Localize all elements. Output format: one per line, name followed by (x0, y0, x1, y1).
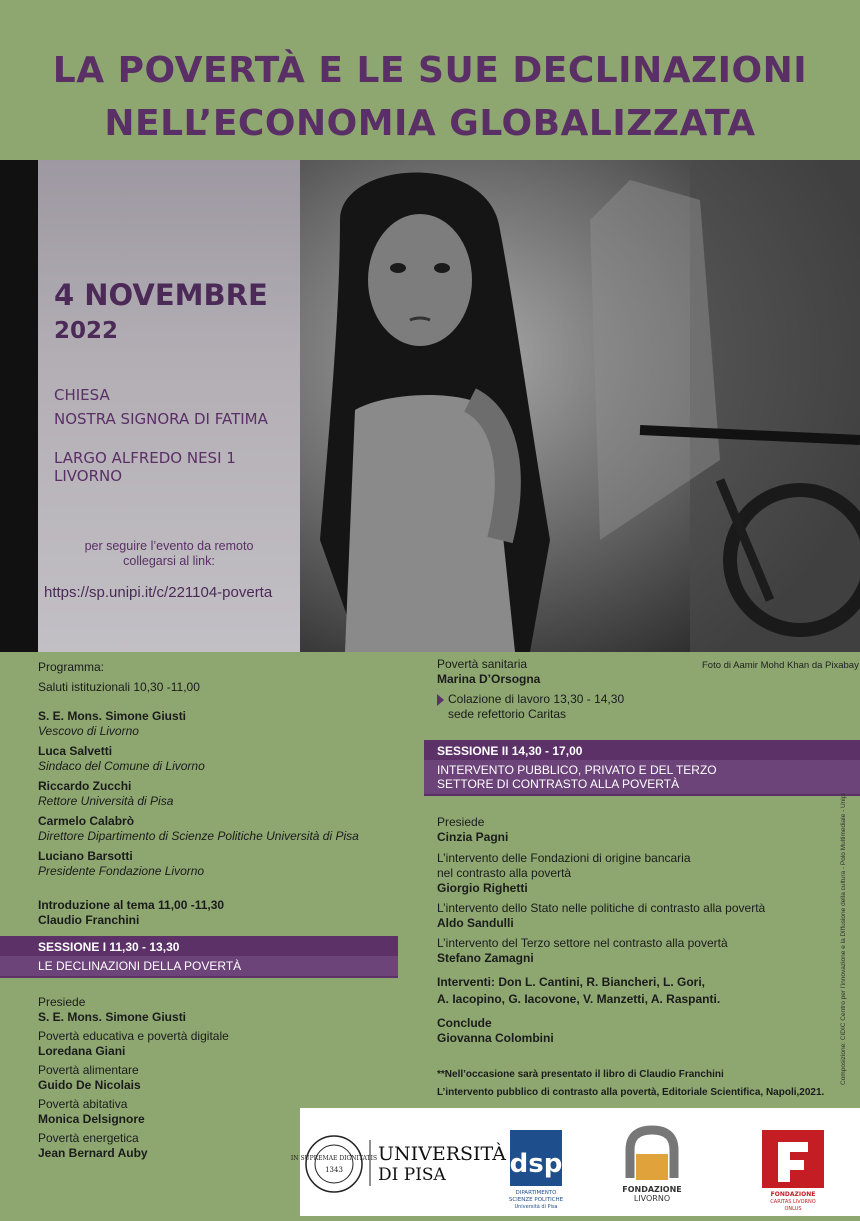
lunch-line-2: sede refettorio Caritas (448, 707, 567, 721)
session-2-details (437, 815, 837, 1046)
session-2-title-line-1: INTERVENTO PUBBLICO, PRIVATO E DEL TERZO (437, 763, 717, 777)
lunch-line-1 (437, 692, 697, 707)
topic: Povertà educativa e povertà digitale (38, 1029, 229, 1043)
venue-line-2: NOSTRA SIGNORA DI FATIMA (54, 410, 268, 428)
topic-speaker: Marina D’Orsogna (437, 672, 541, 686)
preside-label: Presiede (38, 995, 86, 1009)
session-1-title: LE DECLINAZIONI DELLA POVERTÀ (0, 956, 398, 976)
arrow-icon (437, 694, 444, 706)
topic: L’intervento delle Fondazioni di origine bancaria (437, 851, 691, 865)
dsp-name-1: DIPARTIMENTO (515, 1190, 557, 1196)
remote-line-2: collegarsi al link: (123, 554, 215, 568)
fondazione-name-1: FONDAZIONE (622, 1185, 682, 1194)
topic: Povertà abitativa (38, 1097, 128, 1111)
preside-label: Presiede (437, 815, 485, 829)
session-1-details (38, 995, 338, 1161)
photo-credit: Foto di Aamir Mohd Khan da Pixabay (702, 660, 859, 671)
session-2-title (424, 760, 860, 794)
book-note (437, 1066, 837, 1102)
speaker-name: Riccardo Zucchi (38, 779, 132, 793)
logos-svg (290, 1108, 860, 1216)
topic: L’intervento dello Stato nelle politiche di contrasto alla povertà (437, 901, 766, 915)
event-date: 4 NOVEMBRE (54, 278, 268, 312)
caritas-logo-icon (762, 1130, 824, 1188)
stream-link[interactable]: https://sp.unipi.it/c/221104-poverta (44, 584, 273, 601)
intro-line: Introduzione al tema 11,00 -11,30 (38, 898, 225, 912)
conclude-label: Conclude (437, 1016, 492, 1030)
event-info-panel (38, 160, 300, 652)
session-1-banner (0, 936, 398, 978)
event-year: 2022 (54, 318, 119, 344)
caritas-name-1: FONDAZIONE (770, 1191, 816, 1198)
child-photo-illustration (300, 160, 860, 652)
address-line-1: LARGO ALFREDO NESI 1 (54, 449, 236, 467)
speaker-role: Sindaco del Comune di Livorno (38, 759, 205, 773)
topic-speaker: Jean Bernard Auby (38, 1146, 148, 1160)
preside-name: S. E. Mons. Simone Giusti (38, 1010, 187, 1024)
topic: Povertà alimentare (38, 1063, 139, 1077)
unipi-motto: IN SUPREMAE DIGNITATIS (290, 1155, 378, 1162)
remote-line-1: per seguire l’evento da remoto (84, 539, 254, 553)
title-line-1: LA POVERTÀ E LE SUE DECLINAZIONI (52, 50, 808, 91)
unipi-name-1: UNIVERSITÀ (378, 1143, 506, 1165)
hero-band (0, 160, 860, 652)
speaker-name: Luca Salvetti (38, 744, 113, 758)
caritas-name-3: ONLUS (784, 1206, 802, 1212)
program-column-left (38, 660, 368, 928)
session-2-title-line-2: SETTORE DI CONTRASTO ALLA POVERTÀ (437, 777, 680, 791)
topic-speaker: Guido De Nicolais (38, 1078, 141, 1092)
topic-speaker: Loredana Giani (38, 1044, 126, 1058)
topic-speaker: Stefano Zamagni (437, 951, 534, 965)
fondazione-livorno-logo-icon (630, 1130, 674, 1180)
venue-line-1: CHIESA (54, 386, 110, 404)
unipi-seal-icon (291, 1136, 377, 1192)
child-photo (300, 160, 860, 652)
interventi-line-2: A. Iacopino, G. Iacovone, V. Manzetti, A. Raspanti. (437, 992, 721, 1006)
topic: Povertà sanitaria (437, 657, 528, 671)
speaker-name: Carmelo Calabrò (38, 814, 135, 828)
book-note-line-2: L’intervento pubblico di contrasto alla povertà, Editoriale Scientifica, Napoli,2021. (437, 1087, 825, 1098)
session-2-banner (424, 740, 860, 796)
speaker-role: Rettore Università di Pisa (38, 794, 174, 808)
topic: Povertà energetica (38, 1131, 139, 1145)
speaker-role: Presidente Fondazione Livorno (38, 864, 205, 878)
topic-speaker: Monica Delsignore (38, 1112, 145, 1126)
conclude-name: Giovanna Colombini (437, 1031, 554, 1045)
speaker-role: Direttore Dipartimento di Scienze Politiche Università di Pisa (38, 829, 359, 843)
dsp-mark: dsp (509, 1149, 563, 1179)
logo-strip (290, 1108, 860, 1216)
poster-title (0, 0, 860, 160)
book-note-line-1: **Nell’occasione sarà presentato il libro di Claudio Franchini (437, 1069, 724, 1080)
dsp-name-2: SCIENZE POLITICHE (508, 1197, 564, 1203)
program-heading: Programma: (38, 660, 105, 674)
caritas-name-2: CARITAS LIVORNO (770, 1199, 816, 1205)
sanitaria-block (437, 657, 697, 687)
address-line-2: LIVORNO (54, 467, 123, 485)
unipi-name-2: DI PISA (378, 1165, 446, 1185)
preside-name: Cinzia Pagni (437, 830, 509, 844)
session-1-head: SESSIONE I 11,30 - 13,30 (0, 936, 398, 956)
speaker-name: S. E. Mons. Simone Giusti (38, 709, 187, 723)
black-stripe (0, 160, 38, 652)
topic: L’intervento del Terzo settore nel contrasto alla povertà (437, 936, 728, 950)
topic: nel contrasto alla povertà (437, 866, 572, 880)
lunch-block (437, 692, 697, 722)
topic-speaker: Giorgio Righetti (437, 881, 528, 895)
title-line-2: NELL’ECONOMIA GLOBALIZZATA (104, 103, 756, 144)
side-credit: Composizione: CIDIC Centro per l’innovazione e la Diffusione della cultura - Polo Multimediale - Unipi (840, 793, 847, 1085)
intro-speaker: Claudio Franchini (38, 913, 140, 927)
dsp-name-3: Università di Pisa (514, 1204, 558, 1210)
lunch-time: Colazione di lavoro 13,30 - 14,30 (448, 692, 625, 706)
interventi-line-1: Interventi: Don L. Cantini, R. Biancheri, L. Gori, (437, 975, 706, 989)
speaker-name: Luciano Barsotti (38, 849, 133, 863)
fondazione-name-2: LIVORNO (633, 1194, 671, 1203)
saluti-line: Saluti istituzionali 10,30 -11,00 (38, 680, 200, 694)
topic-speaker: Aldo Sandulli (437, 916, 514, 930)
speaker-role: Vescovo di Livorno (38, 724, 139, 738)
unipi-year: 1343 (325, 1166, 343, 1174)
session-2-head: SESSIONE II 14,30 - 17,00 (424, 740, 860, 760)
